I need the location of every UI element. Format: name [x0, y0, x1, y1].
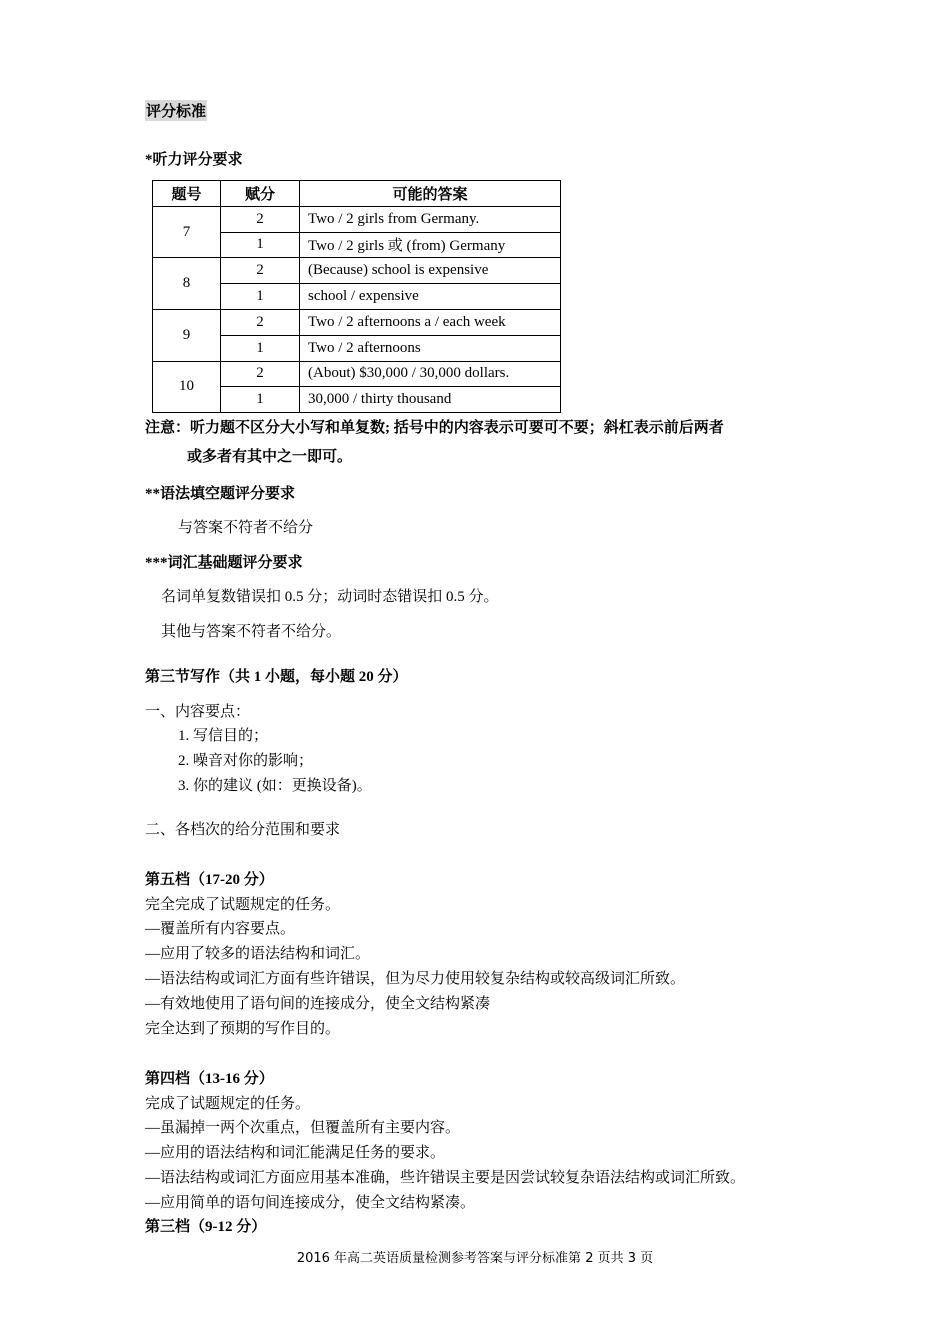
grade-4-line: —虽漏掉一两个次重点，但覆盖所有主要内容。	[145, 1120, 461, 1136]
column-header-score: 赋分	[221, 181, 300, 207]
answer-cell: (About) $30,000 / 30,000 dollars.	[300, 361, 561, 387]
score-cell: 1	[221, 284, 300, 310]
listening-note-continued: 或多者有其中之一即可。	[187, 449, 353, 465]
score-cell: 2	[221, 258, 300, 284]
answer-cell: (Because) school is expensive	[300, 258, 561, 284]
answer-cell: Two / 2 girls 或 (from) Germany	[300, 232, 561, 258]
content-point: 2. 噪音对你的影响；	[178, 753, 314, 769]
listening-note: 注意：听力题不区分大小写和单复数; 括号中的内容表示可要可不要；斜杠表示前后两者	[145, 420, 724, 436]
content-point: 3. 你的建议 (如：更换设备)。	[178, 778, 372, 794]
answer-cell: school / expensive	[300, 284, 561, 310]
grade-4-line: —应用的语法结构和词汇能满足任务的要求。	[145, 1145, 446, 1161]
table-row	[153, 206, 561, 232]
grade-5-line: 完全达到了预期的写作目的。	[145, 1021, 341, 1037]
answer-cell: Two / 2 afternoons a / each week	[300, 309, 561, 335]
grade-5-line: —有效地使用了语句间的连接成分，使全文结构紧凑	[145, 996, 491, 1012]
score-cell: 1	[221, 387, 300, 413]
grade-4-line: —语法结构或词汇方面应用基本准确，些许错误主要是因尝试较复杂语法结构或词汇所致。	[145, 1170, 746, 1186]
grade-ranges-heading: 二、各档次的给分范围和要求	[145, 822, 341, 838]
table-row	[153, 361, 561, 387]
table-row	[153, 309, 561, 335]
vocab-rule-2: 其他与答案不符者不给分。	[161, 624, 342, 640]
question-number: 8	[153, 258, 221, 310]
question-number: 10	[153, 361, 221, 413]
grade-4-line: —应用简单的语句间连接成分，使全文结构紧凑。	[145, 1195, 476, 1211]
writing-heading: 第三节写作（共 1 小题，每小题 20 分）	[145, 669, 408, 685]
score-cell: 2	[221, 206, 300, 232]
grade-5-line: 完全完成了试题规定的任务。	[145, 897, 341, 913]
score-cell: 2	[221, 309, 300, 335]
page-footer: 2016 年高二英语质量检测参考答案与评分标准第 2 页共 3 页	[296, 1251, 654, 1266]
grade-5-line: —覆盖所有内容要点。	[145, 921, 296, 937]
grammar-rule: 与答案不符者不给分	[178, 520, 314, 536]
table-row	[153, 258, 561, 284]
column-header-question: 题号	[153, 181, 221, 207]
score-cell: 2	[221, 361, 300, 387]
vocab-heading: ***词汇基础题评分要求	[145, 555, 303, 571]
answer-cell: Two / 2 girls from Germany.	[300, 206, 561, 232]
column-header-answer: 可能的答案	[300, 181, 561, 207]
table-header-row	[153, 181, 561, 207]
vocab-rule-1: 名词单复数错误扣 0.5 分；动词时态错误扣 0.5 分。	[161, 589, 499, 605]
score-cell: 1	[221, 232, 300, 258]
grade-5-line: —语法结构或词汇方面有些许错误，但为尽力使用较复杂结构或较高级词汇所致。	[145, 971, 686, 987]
grade-5-heading: 第五档（17-20 分）	[145, 872, 274, 888]
question-number: 7	[153, 206, 221, 258]
grade-4-line: 完成了试题规定的任务。	[145, 1096, 311, 1112]
score-cell: 1	[221, 335, 300, 361]
answer-cell: 30,000 / thirty thousand	[300, 387, 561, 413]
content-points-heading: 一、内容要点：	[145, 704, 251, 720]
question-number: 9	[153, 309, 221, 361]
answer-cell: Two / 2 afternoons	[300, 335, 561, 361]
listening-heading: *听力评分要求	[145, 152, 243, 168]
listening-answer-table	[152, 180, 561, 413]
grade-5-line: —应用了较多的语法结构和词汇。	[145, 946, 371, 962]
page-title: 评分标准	[145, 100, 207, 121]
grade-4-heading: 第四档（13-16 分）	[145, 1071, 274, 1087]
content-point: 1. 写信目的；	[178, 728, 269, 744]
grammar-heading: **语法填空题评分要求	[145, 486, 296, 502]
grade-3-heading: 第三档（9-12 分）	[145, 1219, 267, 1235]
